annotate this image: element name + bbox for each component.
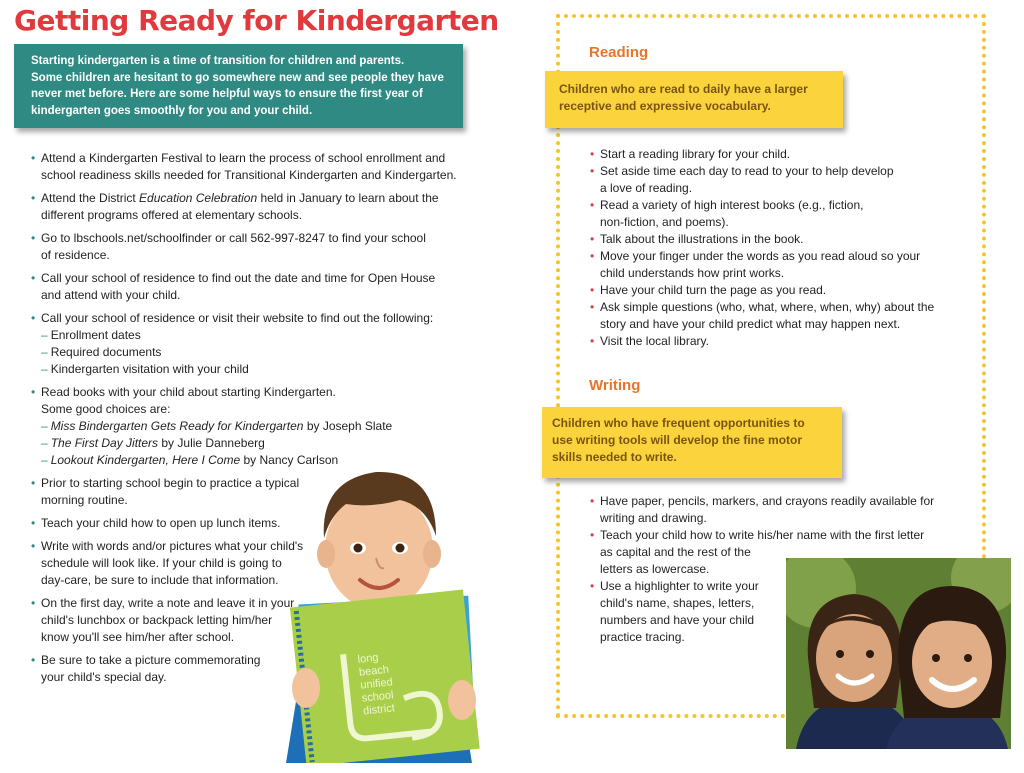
two-girls-photo	[786, 558, 1011, 749]
list-item: • Start a reading library for your child.	[590, 146, 970, 163]
list-item-books: • Read books with your child about starting Kindergarten. Some good choices are: – Miss Bindergarten Gets Ready for Kindergarten by Joseph Slate – The First Day Jitters by Julie Danneberg – Lookout Kindergarten, Here I Come by Nancy Carlson	[31, 384, 471, 469]
intro-line: never met before. Here are some helpful ways to ensure the first year of	[31, 88, 423, 100]
list-item-celebration: • Attend the District Education Celebration held in January to learn about the different programs offered at elementary schools.	[31, 190, 471, 224]
intro-line: Starting kindergarten is a time of transition for children and parents.	[31, 55, 405, 67]
logo-text: school	[361, 689, 395, 705]
list-item: • Visit the local library.	[590, 333, 970, 350]
list-item-schoolfinder: • Go to lbschools.net/schoolfinder or call 562-997-8247 to find your school of residence.	[31, 230, 471, 264]
logo-text: beach	[358, 663, 390, 679]
writing-heading: Writing	[589, 377, 641, 394]
list-item-website: • Call your school of residence or visit their website to find out the following: – Enrollment dates – Required documents – Kindergarten visitation with your child	[31, 310, 471, 378]
list-item-festival: • Attend a Kindergarten Festival to learn the process of school enrollment and school readiness skills needed for Transitional Kindergarten and Kindergarten.	[31, 150, 471, 184]
list-item-note: • On the first day, write a note and leave it in your child's lunchbox or backpack letting him/her know you'll see him/her after school.	[31, 595, 471, 646]
page-title: Getting Ready for Kindergarten	[14, 4, 499, 37]
list-item: • Have paper, pencils, markers, and crayons readily available for writing and drawing.	[590, 493, 970, 527]
list-item: • Move your finger under the words as you read aloud so your child understands how print works.	[590, 248, 970, 282]
book-title: – The First Day Jitters by Julie Danneberg	[41, 436, 265, 450]
list-item: • Have your child turn the page as you read.	[590, 282, 970, 299]
list-item: • Use a highlighter to write your child's name, shapes, letters, numbers and have your child practice tracing.	[590, 578, 970, 646]
sub-item: – Required documents	[41, 345, 162, 359]
reading-tips-list	[590, 146, 970, 350]
list-item: • Teach your child how to write his/her name with the first letter as capital and the rest of the letters as lowercase.	[590, 527, 970, 578]
list-item-lunch: • Teach your child how to open up lunch items.	[31, 515, 471, 532]
list-item: • Ask simple questions (who, what, where, when, why) about the story and have your child predict what may happen next.	[590, 299, 970, 333]
list-item: • Read a variety of high interest books (e.g., fiction, non-fiction, and poems).	[590, 197, 970, 231]
list-item: • Talk about the illustrations in the book.	[590, 231, 970, 248]
list-item-open-house: • Call your school of residence to find out the date and time for Open House and attend with your child.	[31, 270, 471, 304]
logo-text: long	[357, 651, 380, 666]
logo-text: district	[362, 702, 396, 718]
book-title: – Lookout Kindergarten, Here I Come by Nancy Carlson	[41, 453, 339, 467]
sub-item: – Enrollment dates	[41, 328, 141, 342]
list-item-schedule: • Write with words and/or pictures what your child's schedule will look like. If your child is going to day-care, be sure to include that information.	[31, 538, 471, 589]
logo-text: unified	[359, 676, 394, 692]
list-item-routine: • Prior to starting school begin to practice a typical morning routine.	[31, 475, 471, 509]
intro-box	[14, 44, 463, 128]
writing-callout: Children who have frequent opportunities to use writing tools will develop the fine motor skills needed to write.	[542, 407, 842, 478]
sub-item: – Kindergarten visitation with your child	[41, 362, 249, 376]
intro-line: Some children are hesitant to go somewhere new and see people they have	[31, 71, 444, 84]
intro-line: kindergarten goes smoothly for you and your child.	[31, 104, 313, 117]
boy-with-notebook-photo	[276, 450, 482, 763]
list-item-picture: • Be sure to take a picture commemorating your child's special day.	[31, 652, 471, 686]
book-title: – Miss Bindergarten Gets Ready for Kindergarten by Joseph Slate	[41, 419, 393, 433]
reading-heading: Reading	[589, 44, 649, 61]
reading-callout: Children who are read to daily have a larger receptive and expressive vocabulary.	[545, 71, 843, 128]
list-item: • Set aside time each day to read to your to help develop a love of reading.	[590, 163, 970, 197]
